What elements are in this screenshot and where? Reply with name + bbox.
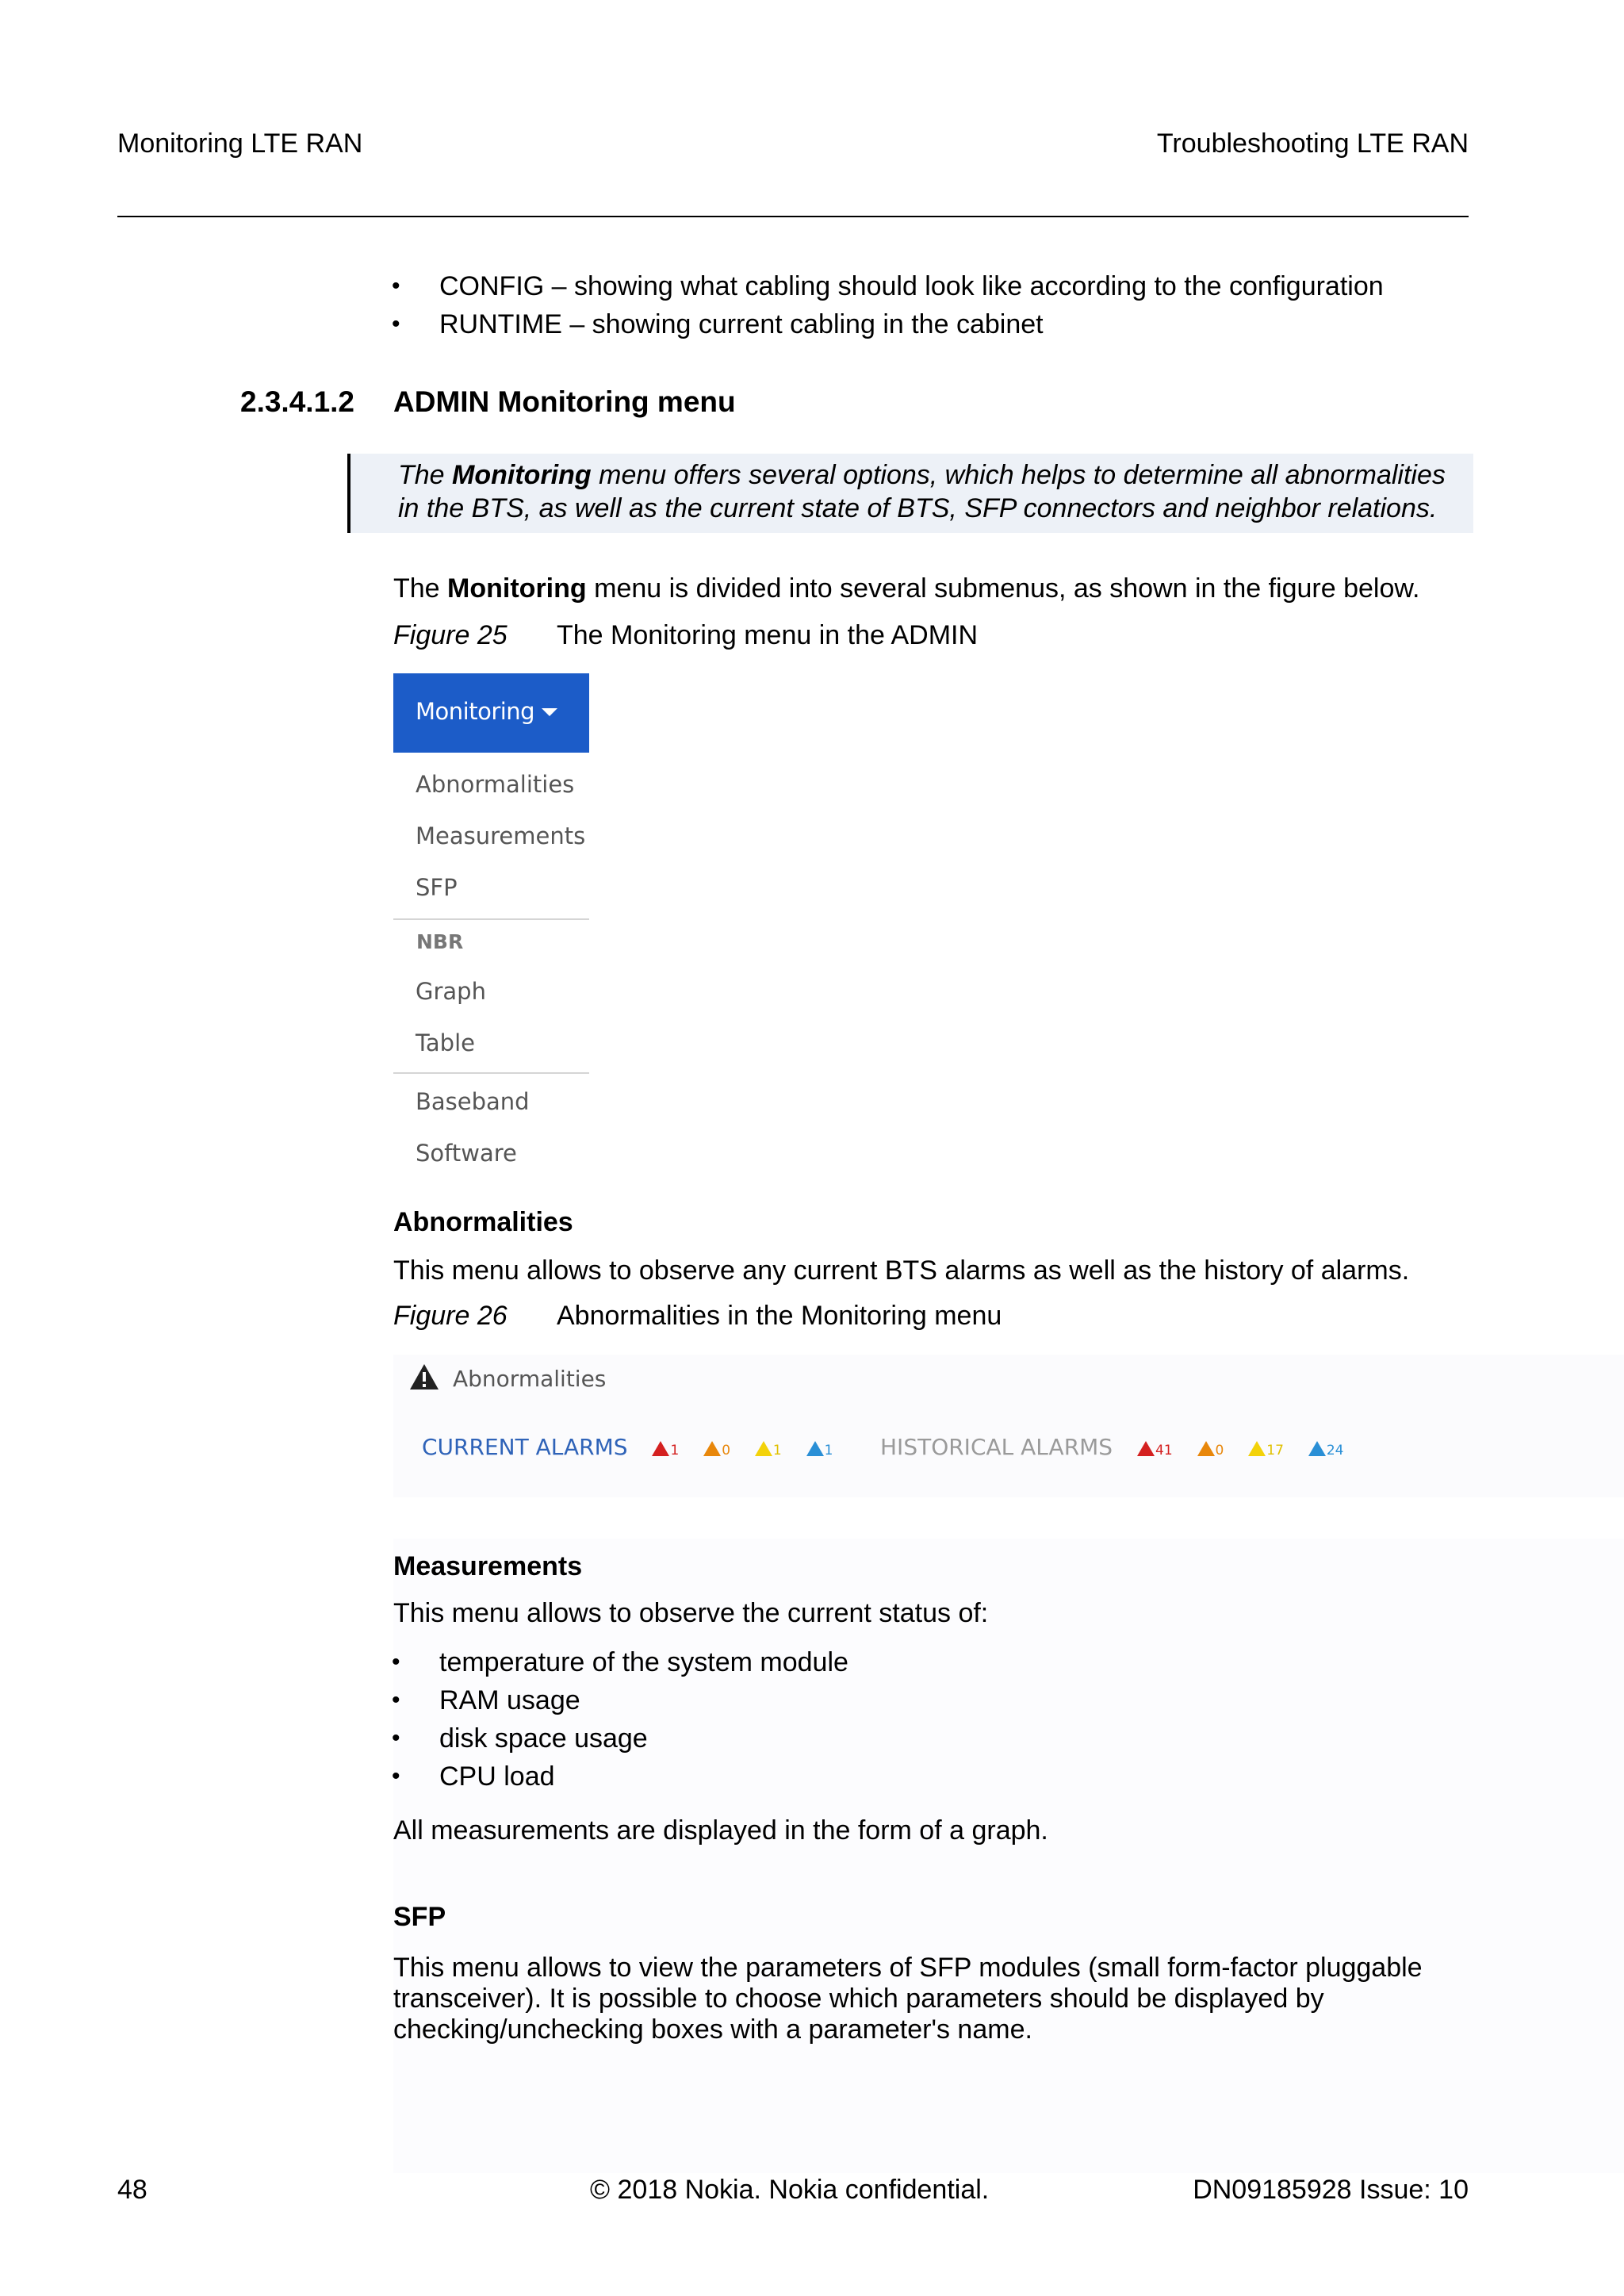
warning-alarm-icon	[806, 1441, 824, 1456]
menu-header-nbr: NBR	[416, 930, 464, 953]
measurement-bullet: temperature of the system module	[439, 1647, 848, 1677]
measurement-bullet: CPU load	[439, 1761, 555, 1792]
current-alarms-label[interactable]: CURRENT ALARMS	[422, 1434, 628, 1460]
critical-alarm-icon	[652, 1441, 669, 1456]
measurement-bullet: RAM usage	[439, 1685, 580, 1715]
footer-copyright: © 2018 Nokia. Nokia confidential.	[590, 2175, 990, 2205]
figure-26-label: Figure 26	[393, 1301, 508, 1331]
sfp-text: This menu allows to view the parameters of SFP modules (small form-factor pluggable transceiver). It is possible to choose which parameters should be displayed by checking/unchecking boxes with a parameter's name.	[393, 1953, 1423, 2045]
bullet-marker: •	[392, 273, 400, 299]
figure-background	[393, 1539, 1624, 2173]
menu-item-graph[interactable]: Graph	[416, 978, 486, 1005]
bullet-marker: •	[392, 1725, 400, 1751]
critical-count: 41	[1155, 1443, 1173, 1458]
menu-divider	[393, 918, 589, 920]
note-text: The Monitoring menu offers several options, which helps to determine all abnormalities in the BTS, as well as the current state of BTS, SFP connectors and neighbor relations.	[398, 460, 1446, 523]
figure-25-caption: The Monitoring menu in the ADMIN	[557, 620, 979, 650]
intro-paragraph: The Monitoring menu is divided into several submenus, as shown in the figure below.	[393, 573, 1420, 604]
warning-alarm-icon	[1308, 1441, 1326, 1456]
measurements-footer: All measurements are displayed in the form of a graph.	[393, 1815, 1048, 1846]
page-number: 48	[117, 2175, 147, 2205]
chevron-down-icon	[542, 708, 557, 716]
sfp-heading: SFP	[393, 1902, 446, 1932]
monitoring-menu-button[interactable]	[393, 673, 589, 753]
critical-alarm-icon	[1137, 1441, 1155, 1456]
minor-alarm-icon	[755, 1441, 772, 1456]
section-number: 2.3.4.1.2	[240, 385, 355, 418]
header-right: Troubleshooting LTE RAN	[1156, 128, 1469, 159]
figure-26-caption: Abnormalities in the Monitoring menu	[557, 1301, 1002, 1331]
bullet-marker: •	[392, 1649, 400, 1675]
major-count: 0	[722, 1443, 731, 1458]
historical-alarms-label[interactable]: HISTORICAL ALARMS	[880, 1434, 1113, 1460]
header-rule	[117, 216, 1469, 217]
footer-document-id: DN09185928 Issue: 10	[1193, 2175, 1469, 2205]
section-title: ADMIN Monitoring menu	[393, 385, 736, 418]
warning-count: 24	[1326, 1443, 1344, 1458]
monitoring-menu-label: Monitoring	[416, 698, 535, 725]
measurement-bullet: disk space usage	[439, 1723, 648, 1754]
header-left: Monitoring LTE RAN	[117, 128, 363, 159]
major-alarm-icon	[703, 1441, 721, 1456]
minor-alarm-icon	[1248, 1441, 1266, 1456]
measurements-text: This menu allows to observe the current status of:	[393, 1598, 989, 1628]
abnormalities-heading: Abnormalities	[393, 1207, 573, 1237]
bullet-marker: •	[392, 1763, 400, 1789]
note-box	[347, 454, 1473, 533]
menu-item-abnormalities[interactable]: Abnormalities	[416, 771, 575, 798]
menu-item-baseband[interactable]: Baseband	[416, 1088, 530, 1115]
major-count: 0	[1215, 1443, 1224, 1458]
abnormalities-text: This menu allows to observe any current BTS alarms as well as the history of alarms.	[393, 1255, 1410, 1286]
bullet-config: CONFIG – showing what cabling should look like according to the configuration	[439, 271, 1384, 301]
minor-count: 17	[1266, 1443, 1284, 1458]
menu-item-table[interactable]: Table	[416, 1029, 475, 1056]
current-alarms-group[interactable]	[422, 1434, 850, 1460]
warning-icon	[408, 1363, 440, 1391]
menu-item-software[interactable]: Software	[416, 1140, 517, 1167]
major-alarm-icon	[1197, 1441, 1215, 1456]
bullet-marker: •	[392, 1687, 400, 1713]
menu-divider	[393, 1072, 589, 1074]
warning-count: 1	[824, 1443, 833, 1458]
menu-item-measurements[interactable]: Measurements	[416, 822, 586, 849]
bullet-runtime: RUNTIME – showing current cabling in the cabinet	[439, 309, 1044, 339]
abnormalities-panel-title: Abnormalities	[453, 1366, 607, 1392]
critical-count: 1	[670, 1443, 680, 1458]
bullet-marker: •	[392, 311, 400, 337]
historical-alarms-group[interactable]	[880, 1434, 1361, 1460]
menu-item-sfp[interactable]: SFP	[416, 874, 458, 901]
figure-25-label: Figure 25	[393, 620, 508, 650]
minor-count: 1	[772, 1443, 782, 1458]
measurements-heading: Measurements	[393, 1551, 583, 1581]
